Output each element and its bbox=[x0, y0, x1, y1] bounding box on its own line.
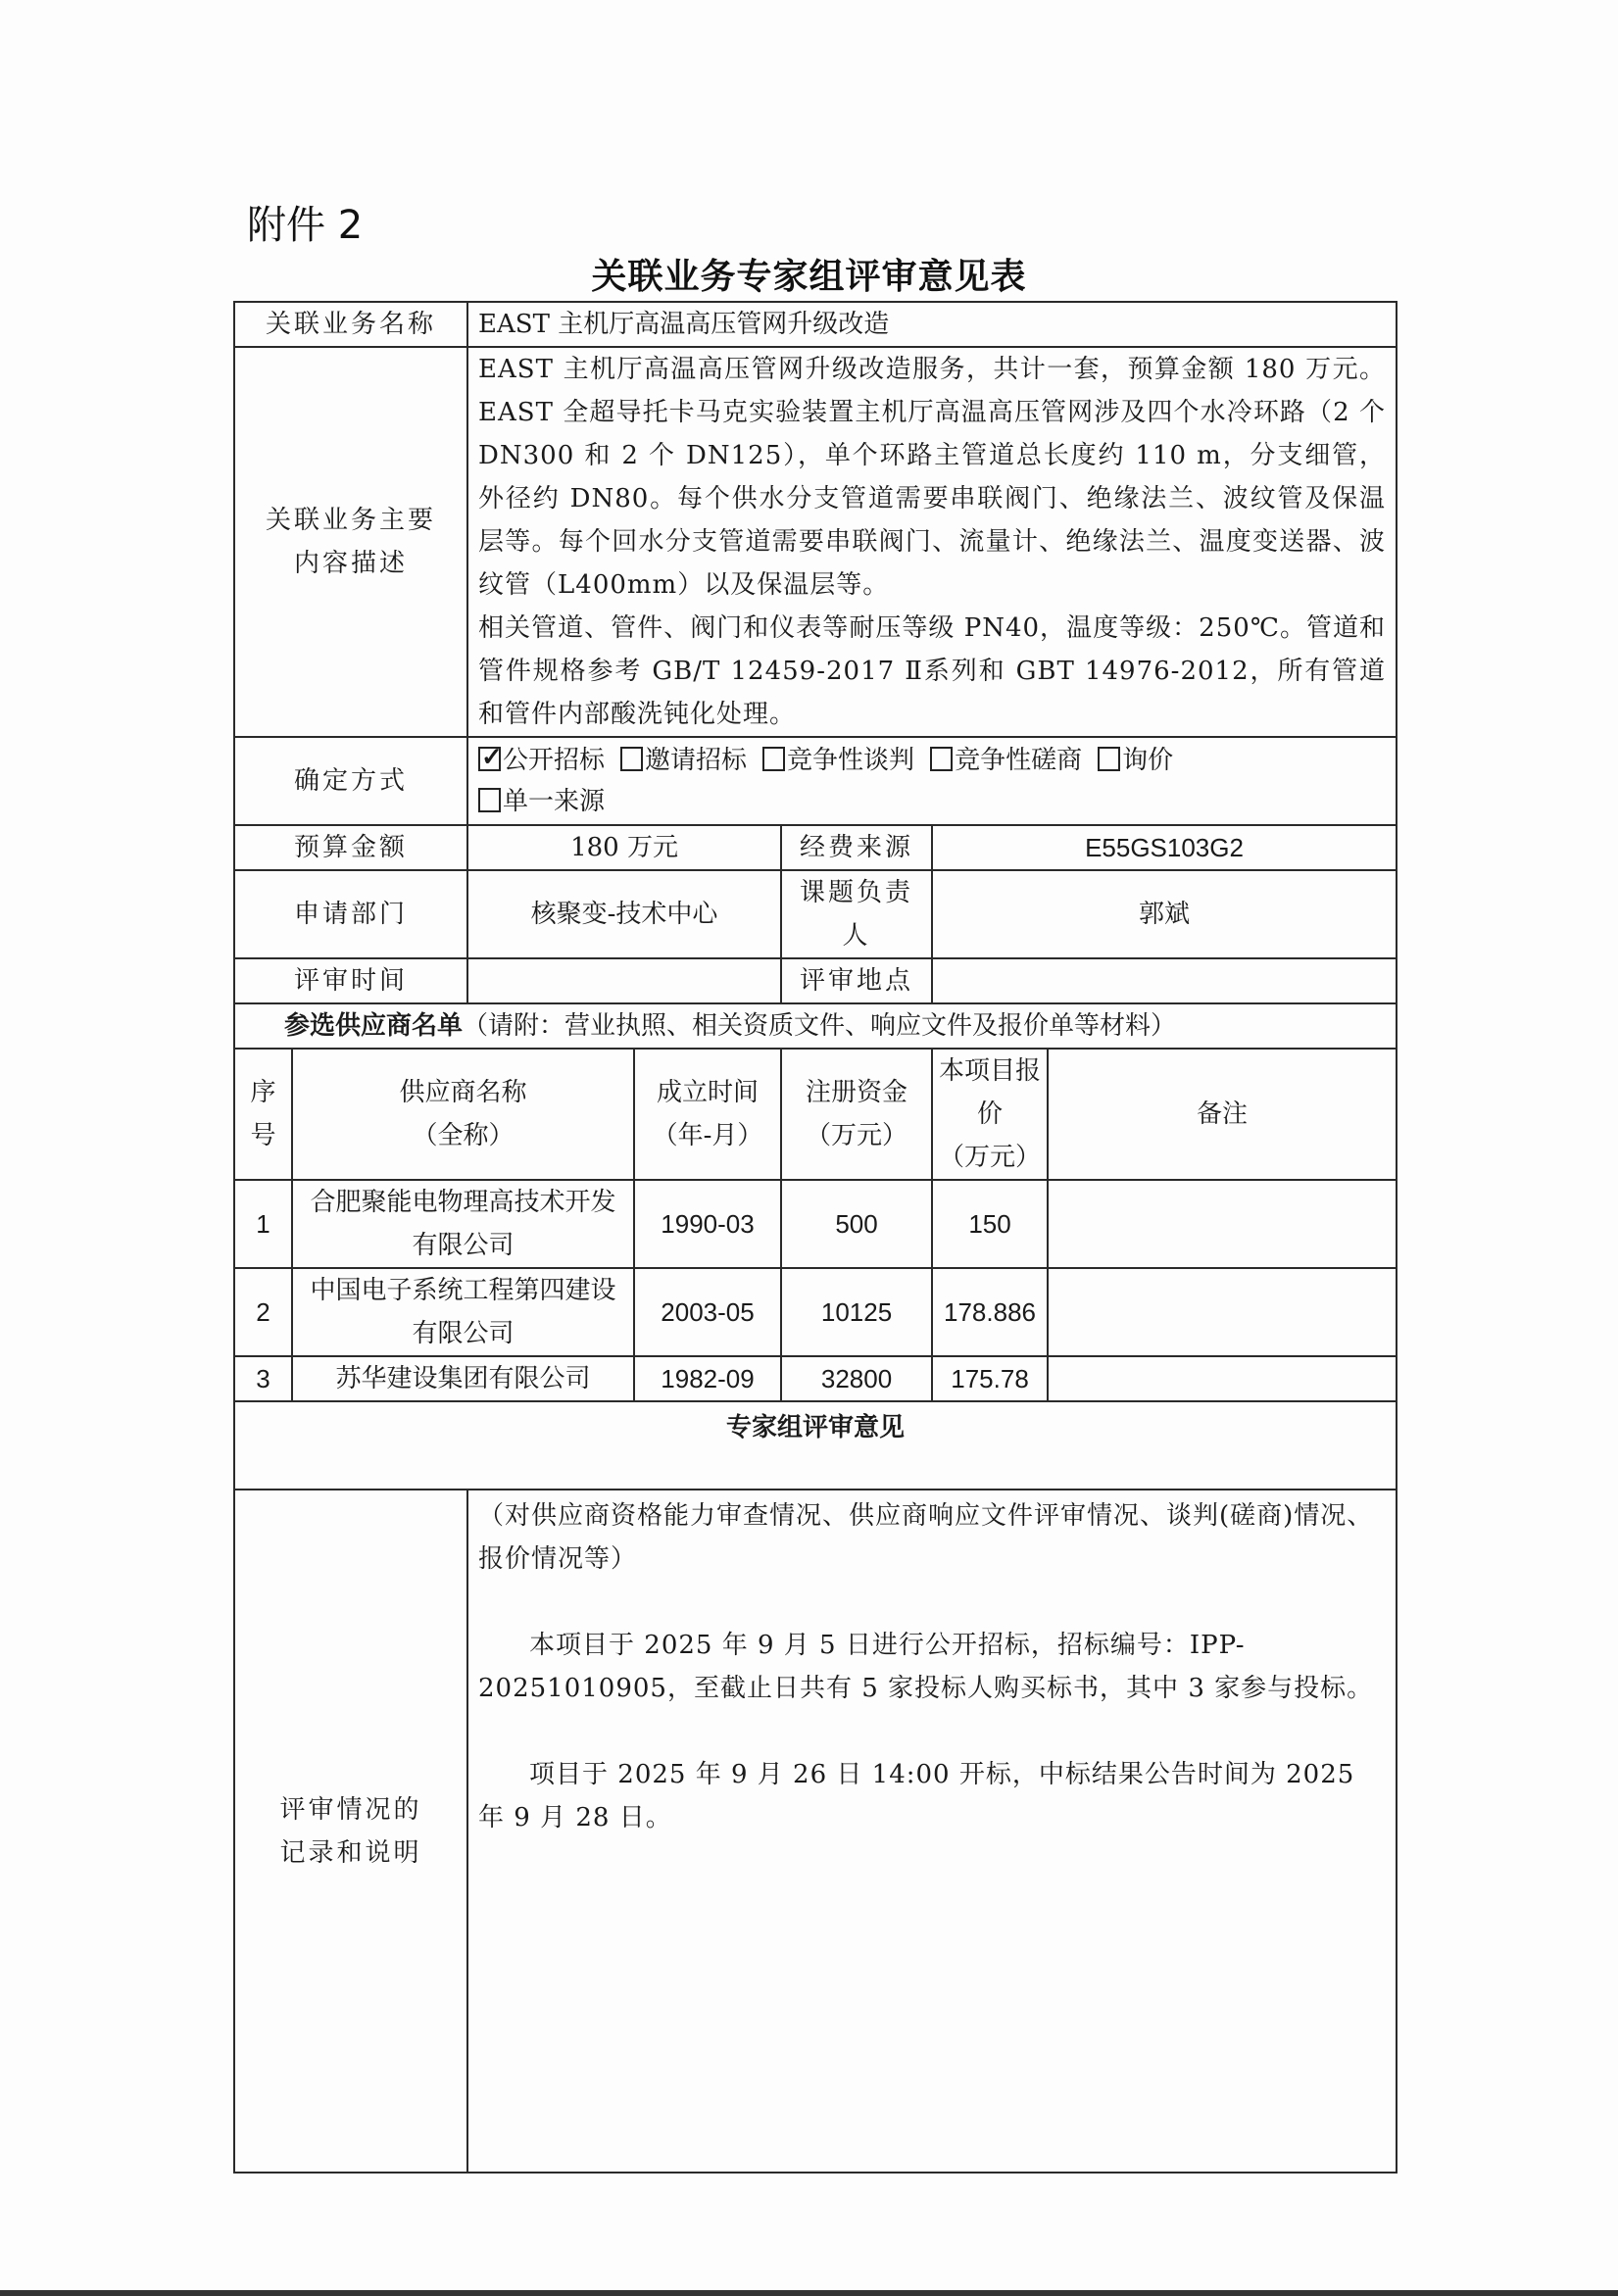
business-desc-label bbox=[234, 347, 467, 737]
supplier-name: 合肥聚能电物理高技术开发有限公司 bbox=[292, 1180, 634, 1268]
scan-edge bbox=[0, 2290, 1618, 2296]
method-row bbox=[234, 737, 1397, 825]
review-record-row bbox=[234, 1490, 1397, 2173]
method-option-single-source[interactable]: 单一来源 bbox=[478, 787, 605, 816]
review-place-label: 评审地点 bbox=[781, 958, 932, 1003]
col-header-remark: 备注 bbox=[1048, 1049, 1397, 1180]
supplier-row bbox=[234, 1268, 1397, 1356]
department-value: 核聚变-技术中心 bbox=[467, 870, 781, 958]
supplier-row bbox=[234, 1180, 1397, 1268]
supplier-name: 苏华建设集团有限公司 bbox=[292, 1356, 634, 1401]
budget-row bbox=[234, 825, 1397, 870]
supplier-quote: 178.886 bbox=[932, 1268, 1048, 1356]
method-option-competitive-negotiation[interactable]: 竞争性谈判 bbox=[762, 746, 914, 775]
supplier-founded: 1982-09 bbox=[634, 1356, 781, 1401]
checkbox-empty-icon[interactable] bbox=[1098, 747, 1120, 771]
suppliers-heading bbox=[234, 1003, 1397, 1049]
col-header-supplier-name: 供应商名称 （全称） bbox=[292, 1049, 634, 1180]
supplier-seq: 3 bbox=[234, 1356, 292, 1401]
business-desc-label-line1: 关联业务主要 bbox=[266, 506, 437, 535]
supplier-quote: 150 bbox=[932, 1180, 1048, 1268]
review-record-paragraph-1: 本项目于 2025 年 9 月 5 日进行公开招标，招标编号：IPP-20251010905，至截止日共有 5 家投标人购买标书，其中 3 家参与投标。 bbox=[478, 1631, 1374, 1703]
col-header-capital: 注册资金 （万元） bbox=[781, 1049, 932, 1180]
supplier-capital: 10125 bbox=[781, 1268, 932, 1356]
business-desc-label-line2: 内容描述 bbox=[294, 549, 409, 578]
col-header-seq: 序 号 bbox=[234, 1049, 292, 1180]
review-record-label: 评审情况的 记录和说明 bbox=[234, 1490, 467, 2173]
col-header-founded: 成立时间 （年-月） bbox=[634, 1049, 781, 1180]
business-desc-paragraph-2: 相关管道、管件、阀门和仪表等耐压等级 PN40，温度等级：250℃。管道和管件规格参考 GB/T 12459-2017 Ⅱ系列和 GBT 14976-2012，所有管道和管件内部酸洗钝化处理。 bbox=[478, 613, 1387, 729]
expert-opinion-heading: 专家组评审意见 bbox=[234, 1401, 1397, 1490]
method-option-competitive-consultation[interactable]: 竞争性磋商 bbox=[930, 746, 1082, 775]
fund-source-label: 经费来源 bbox=[781, 825, 932, 870]
fund-source-value: E55GS103G2 bbox=[932, 825, 1397, 870]
review-time-label: 评审时间 bbox=[234, 958, 467, 1003]
department-row bbox=[234, 870, 1397, 958]
review-time-value bbox=[467, 958, 781, 1003]
supplier-capital: 32800 bbox=[781, 1356, 932, 1401]
supplier-quote: 175.78 bbox=[932, 1356, 1048, 1401]
supplier-remark bbox=[1048, 1180, 1397, 1268]
budget-label: 预算金额 bbox=[234, 825, 467, 870]
method-option-open-tender[interactable]: ✓公开招标 bbox=[478, 746, 605, 775]
review-record-paragraph-2: 项目于 2025 年 9 月 26 日 14:00 开标，中标结果公告时间为 2025 年 9 月 28 日。 bbox=[478, 1760, 1355, 1832]
checkbox-empty-icon[interactable] bbox=[620, 747, 643, 771]
review-record-content bbox=[467, 1490, 1397, 2173]
suppliers-heading-title: 参选供应商名单 bbox=[284, 1011, 464, 1041]
business-name-row bbox=[234, 302, 1397, 347]
supplier-founded: 2003-05 bbox=[634, 1268, 781, 1356]
supplier-seq: 2 bbox=[234, 1268, 292, 1356]
budget-value: 180 万元 bbox=[467, 825, 781, 870]
review-place-value bbox=[932, 958, 1397, 1003]
attachment-label: 附件 2 bbox=[247, 203, 364, 248]
review-meta-row bbox=[234, 958, 1397, 1003]
method-options bbox=[467, 737, 1397, 825]
business-desc-row bbox=[234, 347, 1397, 737]
col-header-quote: 本项目报价 （万元） bbox=[932, 1049, 1048, 1180]
supplier-founded: 1990-03 bbox=[634, 1180, 781, 1268]
method-label: 确定方式 bbox=[234, 737, 467, 825]
checkbox-empty-icon[interactable] bbox=[478, 788, 501, 812]
supplier-remark bbox=[1048, 1356, 1397, 1401]
review-form-table bbox=[233, 301, 1397, 2174]
review-record-note: （对供应商资格能力审查情况、供应商响应文件评审情况、谈判(磋商)情况、报价情况等） bbox=[478, 1501, 1374, 1574]
project-leader-label: 课题负责人 bbox=[781, 870, 932, 958]
project-leader-value: 郭斌 bbox=[932, 870, 1397, 958]
checkbox-empty-icon[interactable] bbox=[762, 747, 785, 771]
supplier-capital: 500 bbox=[781, 1180, 932, 1268]
supplier-name: 中国电子系统工程第四建设有限公司 bbox=[292, 1268, 634, 1356]
business-name-value: EAST 主机厅高温高压管网升级改造 bbox=[467, 302, 1397, 347]
business-desc-paragraph-1: EAST 主机厅高温高压管网升级改造服务，共计一套，预算金额 180 万元。EAST 全超导托卡马克实验装置主机厅高温高压管网涉及四个水冷环路（2 个 DN300 和 2 个 DN125），单个环路主管道总长度约 110 m，分支细管，外径约 DN80。每个供水分支管道需要串联阀门、绝缘法兰、波纹管及保温层等。每个回水分支管道需要串联阀门、流量计、绝缘法兰、温度变送器、波纹管（L400mm）以及保温层等。 bbox=[478, 355, 1387, 600]
suppliers-heading-note: （请附：营业执照、相关资质文件、响应文件及报价单等材料） bbox=[463, 1011, 1177, 1041]
form-title: 关联业务专家组评审意见表 bbox=[591, 257, 1027, 297]
department-label: 申请部门 bbox=[234, 870, 467, 958]
supplier-remark bbox=[1048, 1268, 1397, 1356]
checkbox-checked-icon[interactable] bbox=[478, 747, 501, 771]
business-desc-value bbox=[467, 347, 1397, 737]
suppliers-heading-row bbox=[234, 1003, 1397, 1049]
checkbox-empty-icon[interactable] bbox=[930, 747, 953, 771]
suppliers-header-row bbox=[234, 1049, 1397, 1180]
method-option-invited-tender[interactable]: 邀请招标 bbox=[620, 746, 747, 775]
supplier-seq: 1 bbox=[234, 1180, 292, 1268]
supplier-row bbox=[234, 1356, 1397, 1401]
business-name-label: 关联业务名称 bbox=[234, 302, 467, 347]
expert-opinion-heading-row bbox=[234, 1401, 1397, 1490]
method-option-inquiry[interactable]: 询价 bbox=[1098, 746, 1173, 775]
